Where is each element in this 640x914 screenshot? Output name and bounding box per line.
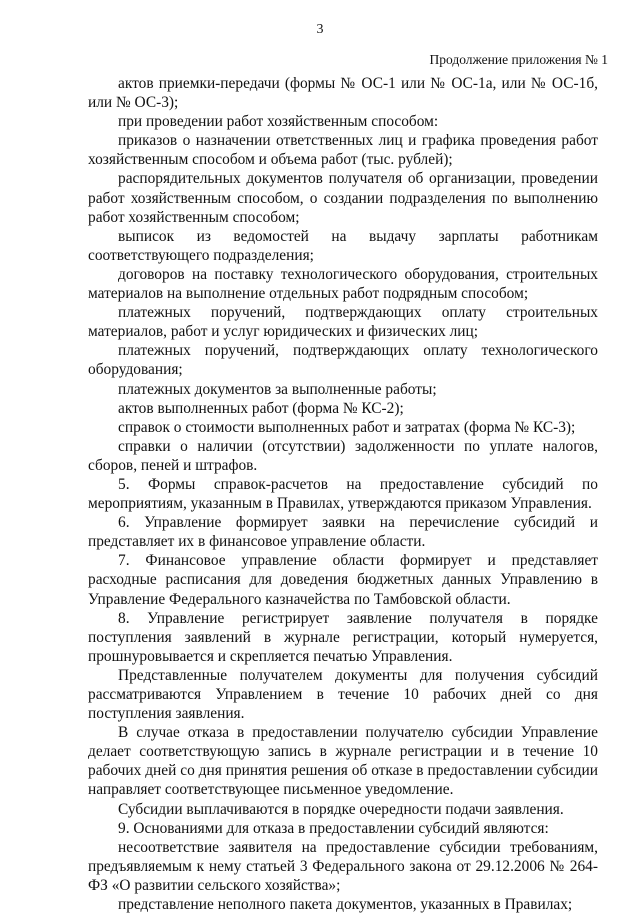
paragraph: договоров на поставку технологического оборудования, строительных материалов на выполнение отдельных работ подрядным способом;	[88, 265, 598, 303]
paragraph: Представленные получателем документы для получения субсидий рассматриваются Управлением в течение 10 рабочих дней со дня поступления заявления.	[88, 666, 598, 723]
paragraph: В случае отказа в предоставлении получателю субсидии Управление делает соответствующую запись в журнале регистрации и в течение 10 рабочих дней со дня принятия решения об отказе в предоставлении субсидии направляет соответствующее письменное уведомление.	[88, 724, 598, 799]
paragraph: приказов о назначении ответственных лиц и графика проведения работ хозяйственным способом и объема работ (тыс. рублей);	[88, 132, 598, 169]
paragraph: 6. Управление формирует заявки на перечисление субсидий и представляет их в финансовое управление области.	[88, 514, 598, 551]
paragraph: выписок из ведомостей на выдачу зарплаты работникам соответствующего подразделения;	[88, 227, 598, 264]
paragraph: платежных документов за выполненные работы;	[118, 380, 437, 398]
body-text	[88, 74, 598, 914]
paragraph: платежных поручений, подтверждающих оплату технологического оборудования;	[88, 342, 598, 379]
paragraph: справок о стоимости выполненных работ и затратах (форма № КС-3);	[118, 418, 576, 436]
paragraph: 8. Управление регистрирует заявление получателя в порядке поступления заявлений в журнале регистрации, который нумеруется, прошнуровывается и скрепляется печатью Управления.	[88, 609, 598, 665]
page-number: 3	[316, 22, 324, 37]
paragraph: 7. Финансовое управление области формирует и представляет расходные расписания для доведения бюджетных данных Управлению в Управление Федерального казначейства по Тамбовской области.	[88, 552, 598, 608]
paragraph: несоответствие заявителя на предоставление субсидии требованиям, предъявляемым к нему статьей 3 Федерального закона от 29.12.2006 № 264-ФЗ «О развитии сельского хозяйства»;	[88, 838, 598, 894]
paragraph: представление неполного пакета документов, указанных в Правилах;	[118, 896, 573, 914]
paragraph: распорядительных документов получателя об организации, проведении работ хозяйственным способом, о создании подразделения по выполнению работ хозяйственным способом;	[88, 170, 598, 226]
paragraph: 5. Формы справок-расчетов на предоставление субсидий по мероприятиям, указанным в Правилах, утверждаются приказом Управления.	[88, 475, 598, 513]
paragraph: 9. Основаниями для отказа в предоставлении субсидий являются:	[118, 819, 549, 837]
paragraph: актов приемки-передачи (формы № ОС-1 или № ОС-1а, или № ОС-1б, или № ОС-3);	[88, 75, 598, 112]
paragraph: Субсидии выплачиваются в порядке очередности подачи заявления.	[118, 800, 564, 818]
paragraph: актов выполненных работ (форма № КС-2);	[118, 399, 404, 417]
paragraph: платежных поручений, подтверждающих оплату строительных материалов, работ и услуг юридических и физических лиц;	[88, 304, 598, 341]
appendix-note: Продолжение приложения № 1	[429, 52, 608, 67]
paragraph: при проведении работ хозяйственным способом:	[118, 113, 439, 131]
paragraph: справки о наличии (отсутствии) задолженности по уплате налогов, сборов, пеней и штрафов.	[88, 437, 598, 474]
